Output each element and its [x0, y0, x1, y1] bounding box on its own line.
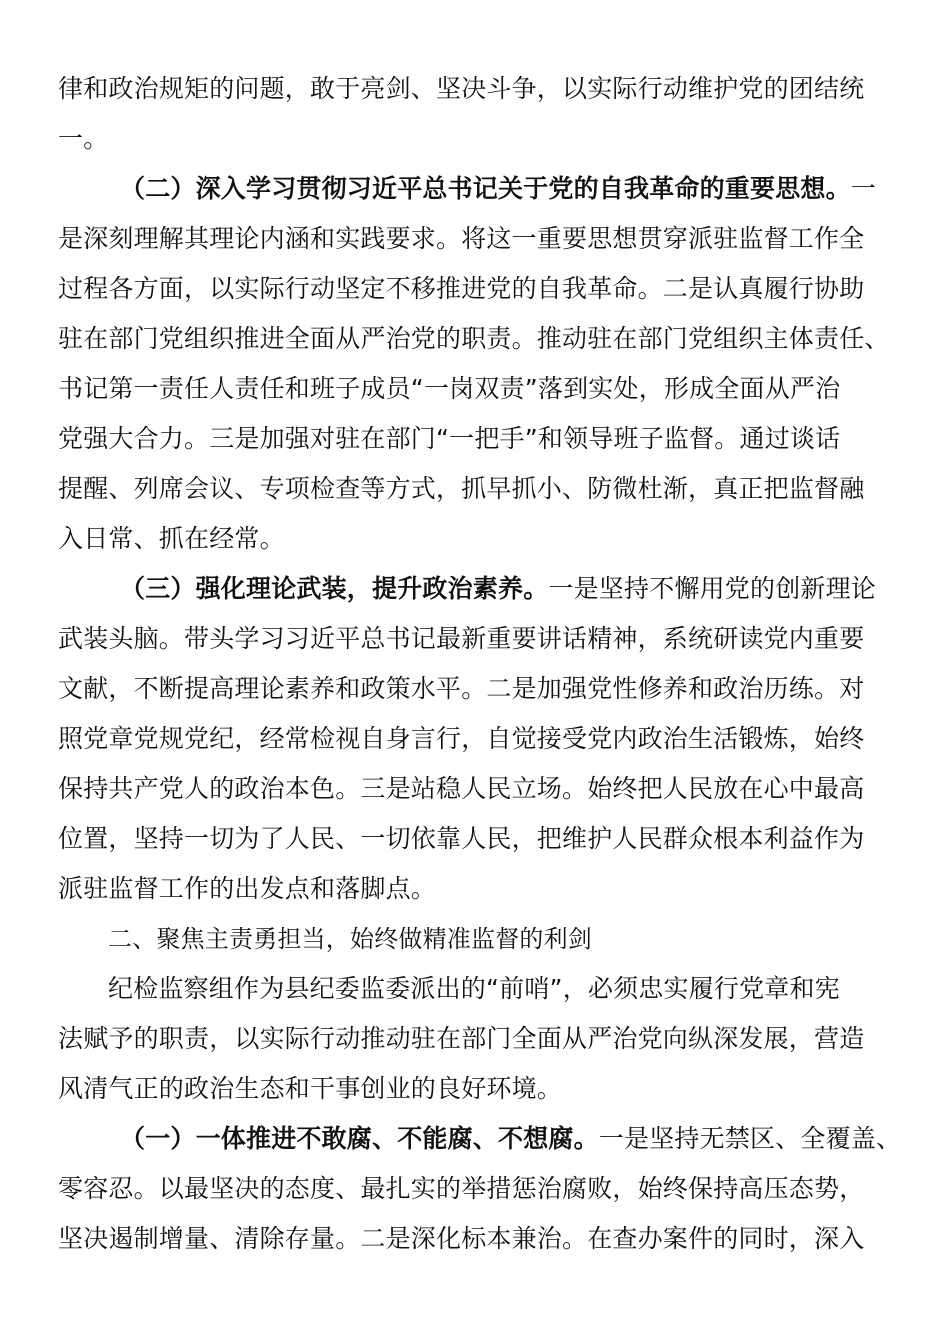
body-text: 过程各方面，以实际行动坚定不移推进党的自我革命。二是认真履行协助 [58, 274, 865, 303]
section-heading: （三）强化理论武装，提升政治素养。 [120, 574, 549, 603]
paragraph-line [58, 672, 864, 706]
section-heading: （二）深入学习贯彻习近平总书记关于党的自我革命的重要思想。 [120, 174, 851, 203]
body-text: 保持共产党人的政治本色。三是站稳人民立场。始终把人民放在心中最高 [58, 774, 865, 803]
body-text: 纪检监察组作为县纪委监委派出的“前哨”，必须忠实履行党章和宪 [108, 974, 840, 1003]
paragraph-line [58, 322, 890, 356]
chapter-heading-line [108, 922, 592, 956]
paragraph-line [58, 872, 436, 906]
paragraph-line [58, 722, 864, 756]
paragraph-line [58, 1072, 562, 1106]
body-text: 是深刻理解其理论内涵和实践要求。将这一重要思想贯穿派驻监督工作全 [58, 224, 865, 253]
section-heading: （一）一体推进不敢腐、不能腐、不想腐。 [120, 1124, 599, 1153]
body-text: 坚决遏制增量、清除存量。二是深化标本兼治。在查办案件的同时，深入 [58, 1224, 865, 1253]
body-text: 入日常、抓在经常。 [58, 524, 285, 553]
paragraph-line [58, 622, 864, 656]
paragraph-line [58, 1022, 864, 1056]
body-text: 文献，不断提高理论素养和政策水平。二是加强党性修养和政治历练。对 [58, 674, 865, 703]
paragraph-line [58, 822, 864, 856]
paragraph-line [58, 772, 864, 806]
body-text: 书记第一责任人责任和班子成员“一岗双责”落到实处，形成全面从严治 [58, 374, 841, 403]
body-text: 党强大合力。三是加强对驻在部门“一把手”和领导班子监督。通过谈话 [58, 424, 841, 453]
body-text: 律和政治规矩的问题，敢于亮剑、坚决斗争，以实际行动维护党的团结统 [58, 74, 865, 103]
body-text: 一。 [58, 124, 109, 153]
body-text: 一是坚持无禁区、全覆盖、 [598, 1124, 902, 1153]
paragraph-line [58, 72, 864, 106]
body-text: 法赋予的职责，以实际行动推动驻在部门全面从严治党向纵深发展，营造 [58, 1024, 865, 1053]
paragraph-line [58, 1222, 864, 1256]
body-text: 驻在部门党组织推进全面从严治党的职责。推动驻在部门党组织主体责任、 [58, 324, 890, 353]
body-text: 派驻监督工作的出发点和落脚点。 [58, 874, 437, 903]
paragraph-line [58, 472, 864, 506]
body-text: 提醒、列席会议、专项检查等方式，抓早抓小、防微杜渐，真正把监督融 [58, 474, 865, 503]
paragraph-line [58, 272, 864, 306]
section-heading-line [120, 172, 876, 206]
body-text: 零容忍。以最坚决的态度、最扎实的举措惩治腐败，始终保持高压态势， [58, 1174, 865, 1203]
section-heading-line [120, 572, 876, 606]
body-text: 风清气正的政治生态和干事创业的良好环境。 [58, 1074, 563, 1103]
paragraph-line [58, 122, 108, 156]
body-text: 一是坚持不懈用党的创新理论 [548, 574, 877, 603]
paragraph-line [58, 1172, 864, 1206]
body-text: 一 [850, 174, 877, 203]
body-text: 武装头脑。带头学习习近平总书记最新重要讲话精神，系统研读党内重要 [58, 624, 865, 653]
paragraph-line [108, 972, 840, 1006]
paragraph-line [58, 522, 285, 556]
body-text: 位置，坚持一切为了人民、一切依靠人民，把维护人民群众根本利益作为 [58, 824, 865, 853]
section-heading-line [120, 1122, 901, 1156]
paragraph-line [58, 422, 840, 456]
chapter-heading: 二、聚焦主责勇担当，始终做精准监督的利剑 [108, 925, 592, 953]
body-text: 照党章党规党纪，经常检视自身言行，自觉接受党内政治生活锻炼，始终 [58, 724, 865, 753]
paragraph-line [58, 222, 864, 256]
paragraph-line [58, 372, 840, 406]
